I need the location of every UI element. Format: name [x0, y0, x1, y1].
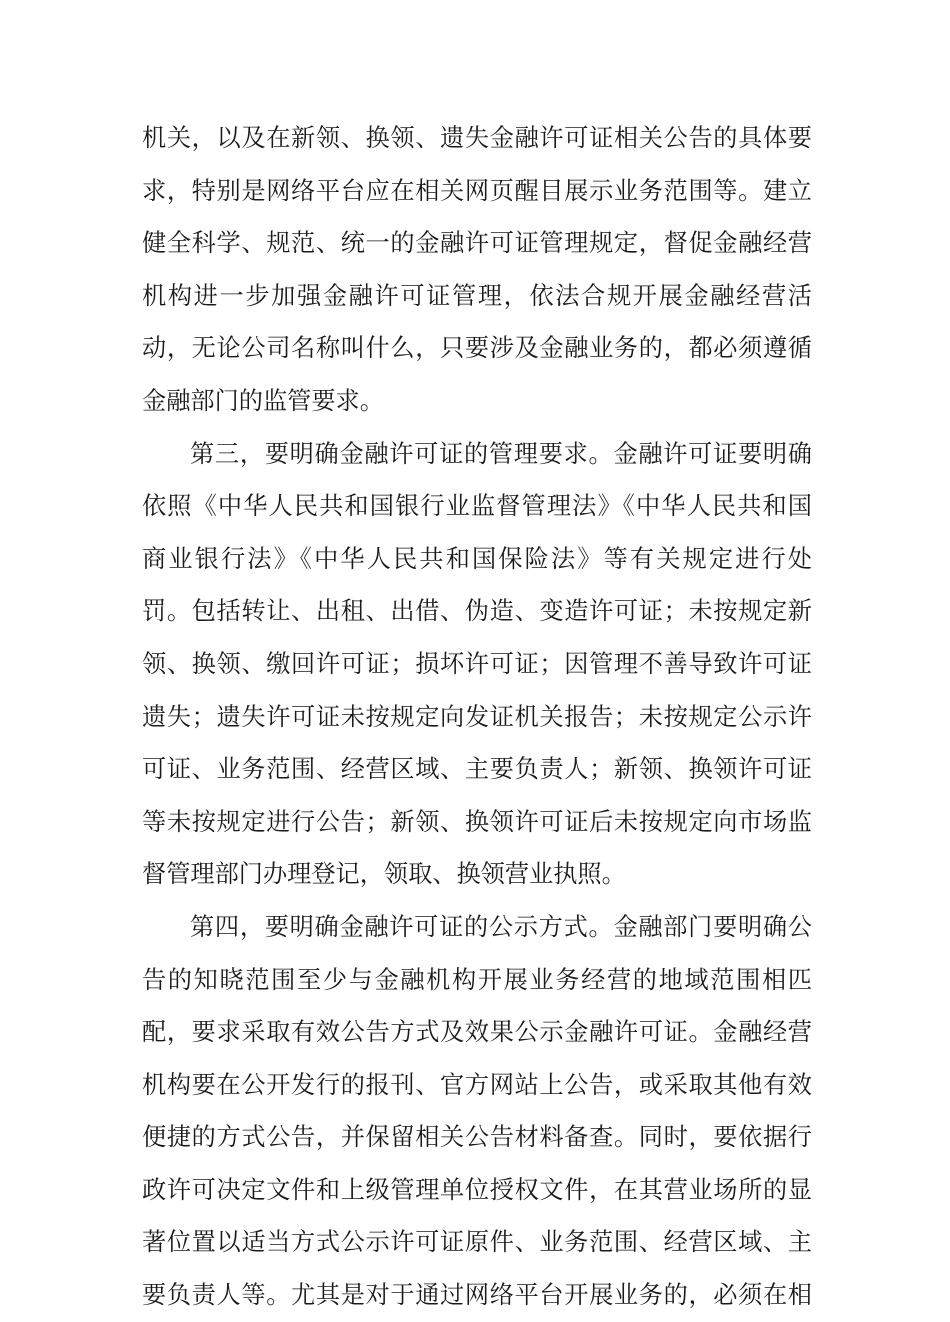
text-line: 商业银行法》《中华人民共和国保险法》等有关规定进行处: [142, 544, 812, 573]
text-line: 政许可决定文件和上级管理单位授权文件，在其营业场所的显: [142, 1175, 812, 1204]
text-line: 机构进一步加强金融许可证管理，依法合规开展金融经营活: [142, 281, 812, 310]
text-line: 要负责人等。尤其是对于通过网络平台开展业务的，必须在相: [142, 1281, 812, 1310]
text-line: 机构要在公开发行的报刊、官方网站上公告，或采取其他有效: [142, 1070, 812, 1099]
text-line: 依照《中华人民共和国银行业监督管理法》《中华人民共和国: [142, 492, 812, 521]
text-line: 健全科学、规范、统一的金融许可证管理规定，督促金融经营: [142, 229, 812, 258]
text-line: 督管理部门办理登记，领取、换领营业执照。: [142, 860, 626, 889]
text-line: 罚。包括转让、出租、出借、伪造、变造许可证；未按规定新: [142, 597, 812, 626]
text-line: 等未按规定进行公告；新领、换领许可证后未按规定向市场监: [142, 807, 812, 836]
text-line: 可证、业务范围、经营区域、主要负责人；新领、换领许可证: [142, 755, 812, 784]
text-line: 第四，要明确金融许可证的公示方式。金融部门要明确公: [190, 912, 812, 941]
text-line: 便捷的方式公告，并保留相关公告材料备查。同时，要依据行: [142, 1123, 812, 1152]
body-text: [142, 112, 812, 1322]
text-line: 配，要求采取有效公告方式及效果公示金融许可证。金融经营: [142, 1018, 812, 1047]
text-line: 机关，以及在新领、换领、遗失金融许可证相关公告的具体要: [142, 124, 812, 152]
text-line: 著位置以适当方式公示许可证原件、业务范围、经营区域、主: [142, 1228, 812, 1257]
text-line: 求，特别是网络平台应在相关网页醒目展示业务范围等。建立: [142, 176, 812, 205]
text-line: 动，无论公司名称叫什么，只要涉及金融业务的，都必须遵循: [142, 334, 812, 363]
text-line: 告的知晓范围至少与金融机构开展业务经营的地域范围相匹: [142, 965, 812, 994]
text-line: 第三，要明确金融许可证的管理要求。金融许可证要明确: [190, 439, 812, 468]
text-line: 遗失；遗失许可证未按规定向发证机关报告；未按规定公示许: [142, 702, 812, 731]
text-line: 领、换领、缴回许可证；损坏许可证；因管理不善导致许可证: [142, 649, 812, 678]
text-line: 金融部门的监管要求。: [142, 386, 384, 415]
